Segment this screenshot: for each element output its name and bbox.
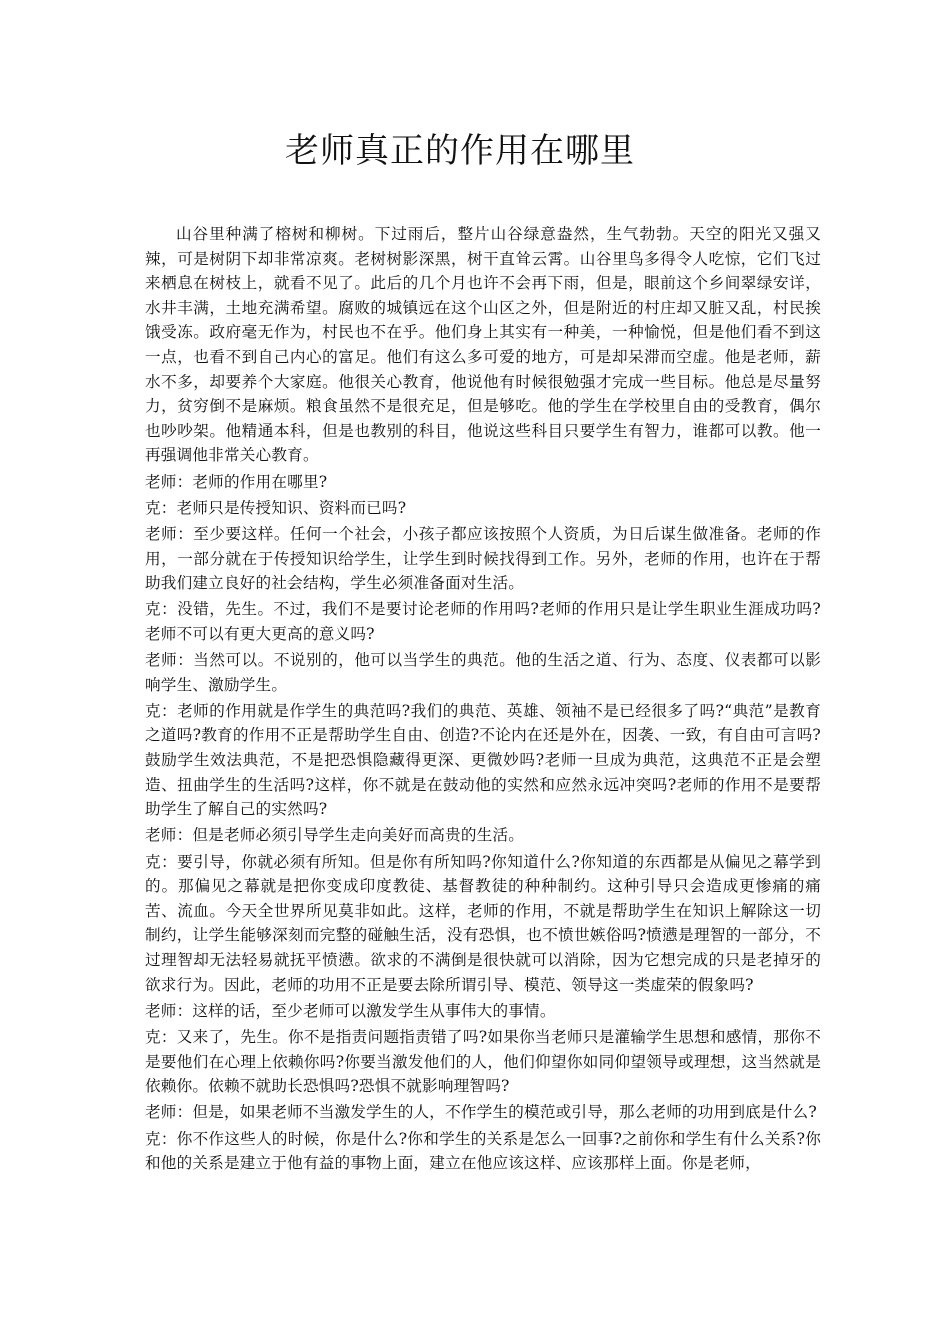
dialogue-paragraph: 老师：老师的作用在哪里? [145,472,328,491]
intro-paragraph: 山谷里种满了榕树和柳树。下过雨后，整片山谷绿意盎然，生气勃勃。天空的阳光又强又辣，可是树阴下却非常凉爽。老树树影深黑，树干直耸云霄。山谷里鸟多得令人吃惊，它们飞过来栖息在树枝上，就看不见了。此后的几个月也许不会再下雨，但是，眼前这个乡间翠绿安详，水井丰满，土地充满希望。腐败的城镇远在这个山区之外，但是附近的村庄却又脏又乱，村民挨饿受冻。政府毫无作为，村民也不在乎。他们身上其实有一种美，一种愉悦，但是他们看不到这一点，也看不到自己内心的富足。他们有这么多可爱的地方，可是却呆滞而空虚。他是老师，薪水不多，却要养个大家庭。他很关心教育，他说他有时候很勉强才完成一些目标。他总是尽量努力，贫穷倒不是麻烦。粮食虽然不是很充足，但是够吃。他的学生在学校里自由的受教育，偶尔也吵吵架。他精通本科，但是也教别的科目，他说这些科目只要学生有智力，谁都可以教。他一再强调他非常关心教育。 [145,225,821,465]
dialogue-paragraph: 克：老师只是传授知识、资料而已吗? [145,498,407,517]
dialogue-paragraph: 克：你不作这些人的时候，你是什么?你和学生的关系是怎么一回事?之前你和学生有什么关系?你和他的关系是建立于他有益的事物上面，建立在他应该这样、应该那样上面。你是老师， [145,1129,821,1173]
dialogue-paragraph: 克：没错，先生。不过，我们不是要讨论老师的作用吗?老师的作用只是让学生职业生涯成功吗?老师不可以有更大更高的意义吗? [145,600,821,643]
document-body [145,222,821,1177]
dialogue-paragraph: 老师：当然可以。不说别的，他可以当学生的典范。他的生活之道、行为、态度、仪表都可以影响学生、激励学生。 [145,651,821,694]
dialogue-paragraph: 老师：但是老师必须引导学生走向美好而高贵的生活。 [145,826,525,845]
dialogue-paragraph: 克：要引导，你就必须有所知。但是你有所知吗?你知道什么?你知道的东西都是从偏见之幕学到的。那偏见之幕就是把你变成印度教徒、基督教徒的种种制约。这种引导只会造成更惨痛的痛苦、流血。今天全世界所见莫非如此。这样，老师的作用，不就是帮助学生在知识上解除这一切制约，让学生能够深刻而完整的碰触生活，没有恐惧，也不愤世嫉俗吗?愤懑是理智的一部分，不过理智却无法轻易就抚平愤懑。欲求的不满倒是很快就可以消除，因为它想完成的只是老掉牙的欲求行为。因此，老师的功用不正是要去除所谓引导、模范、领导这一类虚荣的假象吗? [145,852,821,994]
dialogue-paragraph: 老师：但是，如果老师不当激发学生的人，不作学生的模范或引导，那么老师的功用到底是什么? [145,1103,817,1122]
document-title: 老师真正的作用在哪里 [285,131,635,171]
dialogue-paragraph: 老师：这样的话，至少老师可以激发学生从事伟大的事情。 [145,1001,556,1020]
dialogue-paragraph: 克：老师的作用就是作学生的典范吗?我们的典范、英雄、领袖不是已经很多了吗?“典范”是教育之道吗?教育的作用不正是帮助学生自由、创造?不论内在还是外在，因袭、一致，有自由可言吗?鼓励学生效法典范，不是把恐惧隐藏得更深、更微妙吗?老师一旦成为典范，这典范不正是会塑造、扭曲学生的生活吗?这样，你不就是在鼓动他的实然和应然永远冲突吗?老师的作用不是要帮助学生了解自己的实然吗? [145,701,821,819]
dialogue-paragraph: 克：又来了，先生。你不是指责问题指责错了吗?如果你当老师只是灌输学生思想和感情，那你不是要他们在心理上依赖你吗?你要当激发他们的人，他们仰望你如同仰望领导或理想，这当然就是依赖你。依赖不就助长恐惧吗?恐惧不就影响理智吗? [145,1027,821,1096]
dialogue-paragraph: 老师：至少要这样。任何一个社会，小孩子都应该按照个人资质，为日后谋生做准备。老师的作用，一部分就在于传授知识给学生，让学生到时候找得到工作。另外，老师的作用，也许在于帮助我们建立良好的社会结构，学生必须准备面对生活。 [145,524,821,593]
